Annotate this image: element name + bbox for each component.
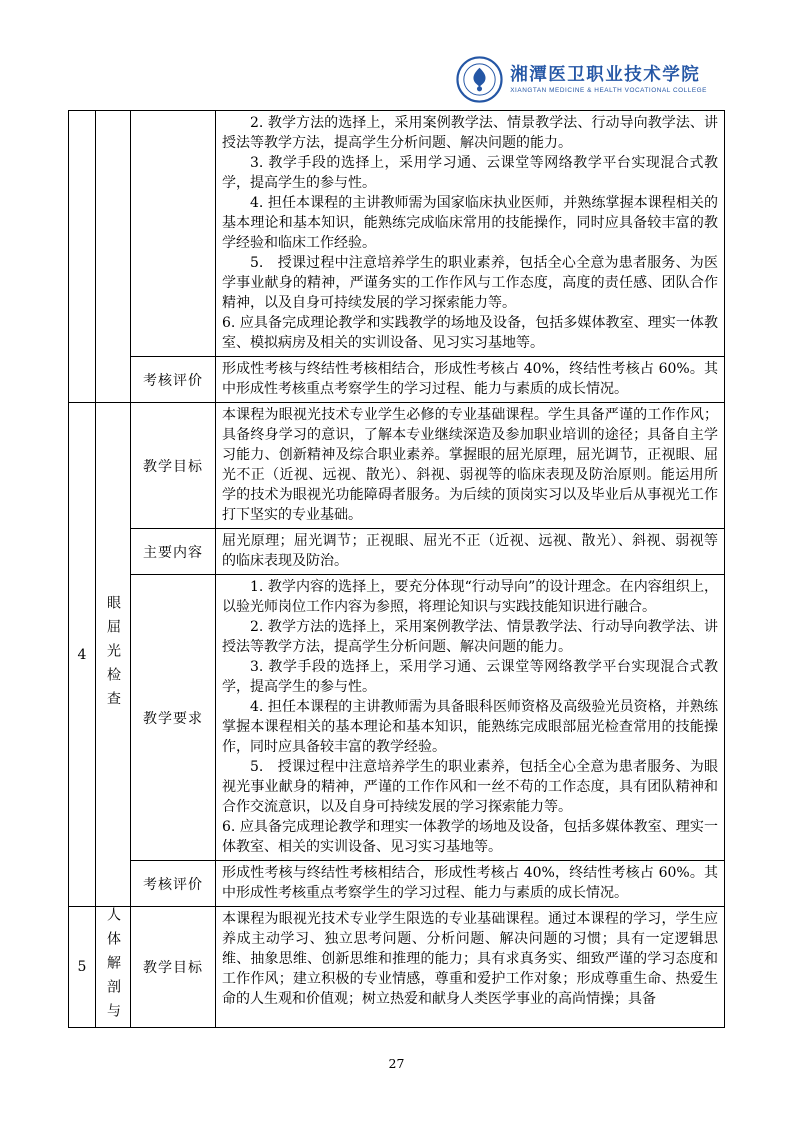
content-cell: [216, 861, 724, 906]
content-paragraph: 屈光原理；屈光调节；正视眼、屈光不正（近视、远视、散光）、斜视、弱视等的临床表现及防治。: [222, 533, 718, 569]
college-name-en: XIANGTAN MEDICINE & HEALTH VOCATIONAL COLLEGE: [510, 87, 707, 95]
college-name-block: [510, 65, 707, 94]
label-cell: 教学要求: [131, 575, 216, 860]
label-cell: 教学目标: [131, 907, 216, 1027]
syllabus-table: [68, 110, 725, 1028]
page-number: 27: [388, 1056, 405, 1071]
row-number-cell: 5: [69, 907, 96, 1027]
label-cell: 主要内容: [131, 529, 216, 574]
label-cell: 考核评价: [131, 861, 216, 906]
content-paragraph: 3. 教学手段的选择上，采用学习通、云课堂等网络教学平台实现混合式教学，提高学生的参与性。: [222, 659, 718, 695]
table-row: [131, 528, 724, 574]
label-cell: 考核评价: [131, 357, 216, 402]
content-paragraph: 2. 教学方法的选择上，采用案例教学法、情景教学法、行动导向教学法、讲授法等教学方法，提高学生分析问题、解决问题的能力。: [222, 619, 718, 655]
table-row: [131, 907, 724, 1027]
table-row: [131, 574, 724, 860]
table-block-continuation: [69, 111, 724, 402]
content-paragraph: 4. 担任本课程的主讲教师需为国家临床执业医师，并熟练掌握本课程相关的基本理论和基本知识，能熟练完成临床常用的技能操作，同时应具备较丰富的教学经验和临床工作经验。: [222, 195, 718, 251]
content-paragraph: 形成性考核与终结性考核相结合，形成性考核占 40%，终结性考核占 60%。其中形成性考核重点考察学生的学习过程、能力与素质的成长情况。: [222, 865, 718, 901]
category-label: 眼屈光检查: [105, 594, 121, 715]
label-cell: [131, 111, 216, 356]
category-cell: [96, 907, 131, 1027]
table-row: [131, 356, 724, 402]
content-paragraph: 4. 担任本课程的主讲教师需为具备眼科医师资格及高级验光员资格，并熟练掌握本课程相关的基本理论和基本知识，能熟练完成眼部屈光检查常用的技能操作，同时应具备较丰富的教学经验。: [222, 699, 718, 755]
content-paragraph: 5. 授课过程中注意培养学生的职业素养，包括全心全意为患者服务、为眼视光事业献身的精神，严谨的工作作风和一丝不苟的工作态度，具有团队精神和合作交流意识，以及自身可持续发展的学习探索能力等。: [222, 759, 718, 815]
category-label: 人体解剖与: [105, 907, 121, 1027]
content-cell: [216, 575, 724, 860]
content-cell: [216, 357, 724, 402]
content-cell: [216, 403, 724, 528]
row-number-cell: 4: [69, 403, 96, 906]
content-cell: [216, 111, 724, 356]
content-paragraph: 6. 应具备完成理论教学和理实一体教学的场地及设备，包括多媒体教室、理实一体教室、相关的实训设备、见习实习基地等。: [222, 819, 718, 855]
row-number-cell: [69, 111, 96, 402]
table-block-4: [69, 402, 724, 906]
content-cell: [216, 529, 724, 574]
content-paragraph: 本课程为眼视光技术专业学生限选的专业基础课程。通过本课程的学习，学生应养成主动学习、独立思考问题、分析问题、解决问题的习惯；具有一定逻辑思维、抽象思维、创新思维和推理的能力；具有求真务实、细致严谨的学习态度和工作作风；建立积极的专业情感，尊重和爱护工作对象；形成尊重生命、热爱生命的人生观和价值观；树立热爱和献身人类医学事业的高尚情操；具备: [222, 911, 718, 1007]
table-row: [131, 403, 724, 528]
category-cell: [96, 111, 131, 402]
content-paragraph: 本课程为眼视光技术专业学生必修的专业基础课程。学生具备严谨的工作作风；具备终身学习的意识，了解本专业继续深造及参加职业培训的途径；具备自主学习能力、创新精神及综合职业素养。掌握眼的屈光原理，屈光调节，正视眼、屈光不正（近视、远视、散光）、斜视、弱视等的临床表现及防治原则。能运用所学的技术为眼视光功能障碍者服务。为后续的顶岗实习以及毕业后从事视光工作打下坚实的专业基础。: [222, 407, 718, 523]
label-cell: 教学目标: [131, 403, 216, 528]
content-paragraph: 3. 教学手段的选择上，采用学习通、云课堂等网络教学平台实现混合式教学，提高学生的参与性。: [222, 155, 718, 191]
table-block-5: [69, 906, 724, 1027]
content-paragraph: 5. 授课过程中注意培养学生的职业素养，包括全心全意为患者服务、为医学事业献身的精神，严谨务实的工作作风与工作态度，高度的责任感、团队合作精神，以及自身可持续发展的学习探索能力等。: [222, 255, 718, 311]
content-paragraph: 6. 应具备完成理论教学和实践教学的场地及设备，包括多媒体教室、理实一体教室、模拟病房及相关的实训设备、见习实习基地等。: [222, 315, 718, 351]
content-paragraph: 2. 教学方法的选择上，采用案例教学法、情景教学法、行动导向教学法、讲授法等教学方法，提高学生分析问题、解决问题的能力。: [222, 115, 718, 151]
table-row: [131, 111, 724, 356]
content-paragraph: 形成性考核与终结性考核相结合，形成性考核占 40%，终结性考核占 60%。其中形成性考核重点考察学生的学习过程、能力与素质的成长情况。: [222, 361, 718, 397]
content-paragraph: 1. 教学内容的选择上，要充分体现“行动导向”的设计理念。在内容组织上，以验光师岗位工作内容为参照，将理论知识与实践技能知识进行融合。: [222, 579, 718, 615]
table-row: [131, 860, 724, 906]
college-logo: [456, 56, 707, 103]
college-name: 湘潭医卫职业技术学院: [510, 64, 701, 85]
college-emblem-icon: [456, 56, 503, 103]
content-cell: [216, 907, 724, 1027]
category-cell: [96, 403, 131, 906]
